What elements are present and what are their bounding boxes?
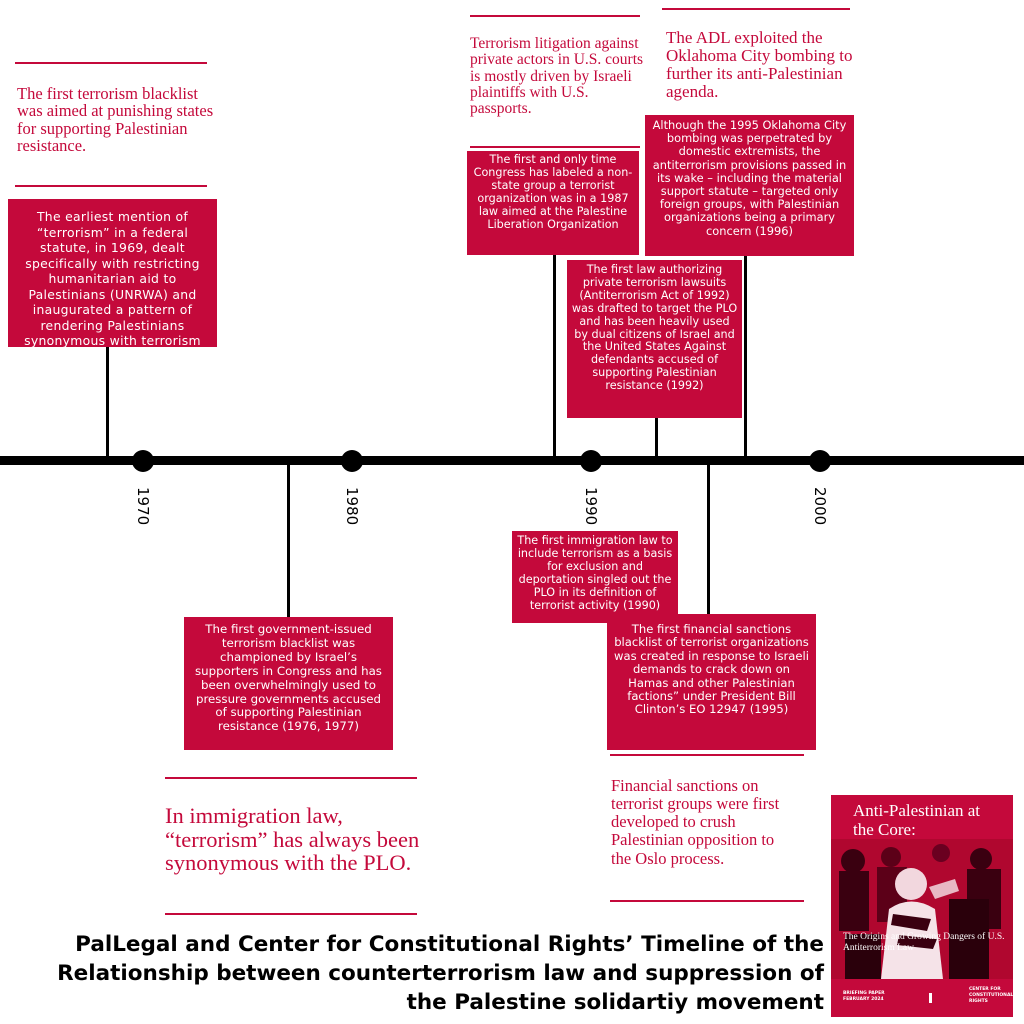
year-label-2000: 2000 bbox=[811, 487, 829, 526]
quote-blacklist: The first terrorism blacklist was aimed at punishing states for supporting Palestinian resistance. bbox=[17, 84, 214, 155]
quote-financial: Financial sanctions on terrorist groups were first developed to crush Palestinian opposition to the Oslo process. bbox=[611, 776, 780, 868]
quote-adl: The ADL exploited the Oklahoma City bombing to further its anti-Palestinian agenda. bbox=[666, 28, 853, 101]
divider-rule bbox=[470, 15, 640, 17]
connector-line-1992 bbox=[655, 417, 658, 458]
event-box-1969: The earliest mention of “terrorism” in a federal statute, in 1969, dealt specifically with restricting humanitarian aid to Palestinians (UNRWA) and inaugurated a pattern of rendering Palestinians synonymous with terrorism bbox=[8, 199, 217, 347]
pallegal-logo bbox=[929, 993, 966, 1003]
year-marker-dot bbox=[580, 450, 602, 472]
briefing-paper-cover bbox=[831, 795, 1013, 1017]
divider-rule bbox=[610, 754, 804, 756]
year-label-1970: 1970 bbox=[134, 487, 152, 526]
divider-rule bbox=[662, 8, 850, 10]
year-label-1980: 1980 bbox=[343, 487, 361, 526]
cover-footer-right: CENTER FOR CONSTITUTIONAL RIGHTS bbox=[969, 987, 1013, 1004]
event-box-1995: The first financial sanctions blacklist of terrorist organizations was created in response to Israeli demands to crack down on Hamas and other Palestinian factions” under President Bill Clinton’s EO 12947 (1995) bbox=[607, 614, 816, 750]
year-label-1990: 1990 bbox=[582, 487, 600, 526]
cover-footer-left: BRIEFING PAPER FEBRUARY 2024 bbox=[843, 991, 885, 1002]
divider-rule bbox=[470, 146, 640, 148]
connector-line-1969 bbox=[106, 346, 109, 458]
event-box-1996: Although the 1995 Oklahoma City bombing was perpetrated by domestic extremists, the antiterrorism provisions passed in its wake – including the material support statute – targeted only foreign groups, with Palestinian organizations being a primary concern (1996) bbox=[645, 115, 854, 256]
connector-line-1996 bbox=[744, 255, 747, 458]
year-marker-dot bbox=[132, 450, 154, 472]
divider-rule bbox=[610, 900, 804, 902]
event-box-1990: The first immigration law to include terrorism as a basis for exclusion and deportation singled out the PLO in its definition of terrorist activity (1990) bbox=[512, 531, 678, 623]
connector-line-1976 bbox=[287, 462, 290, 618]
divider-rule bbox=[15, 62, 207, 64]
event-box-1987: The first and only time Congress has labeled a non-state group a terrorist organization was in a 1987 law aimed at the Palestine Liberation Organization bbox=[467, 151, 639, 255]
event-box-1992: The first law authorizing private terrorism lawsuits (Antiterrorism Act of 1992) was drafted to target the PLO and has been heavily used by dual citizens of Israel and the United States Against defendants accused of supporting Palestinian resistance (1992) bbox=[567, 260, 742, 418]
cover-title: Anti-Palestinian at the Core: bbox=[853, 801, 981, 839]
divider-rule bbox=[15, 185, 207, 187]
year-marker-dot bbox=[341, 450, 363, 472]
divider-rule bbox=[165, 777, 417, 779]
figure-caption: PalLegal and Center for Constitutional Rights’ Timeline of the Relationship between counterterrorism law and suppression of the Palestine solidartiy movement bbox=[57, 932, 824, 1015]
quote-immigration: In immigration law, “terrorism” has always been synonymous with the PLO. bbox=[165, 803, 420, 876]
connector-line-1995 bbox=[707, 462, 710, 616]
divider-rule bbox=[165, 913, 417, 915]
connector-line-1987 bbox=[553, 253, 556, 458]
event-box-1976: The first government-issued terrorism blacklist was championed by Israel’s supporters in Congress and has been overwhelmingly used to pressure governments accused of supporting Palestinian resistance (1976, 1977) bbox=[184, 617, 393, 750]
year-marker-dot bbox=[809, 450, 831, 472]
quote-litigation: Terrorism litigation against private actors in U.S. courts is mostly driven by Israeli plaintiffs with U.S. passports. bbox=[470, 35, 644, 118]
cover-photo bbox=[831, 839, 1013, 979]
cover-subtitle: The Origins and Growing Dangers of U.S. Antiterrorism Law bbox=[843, 932, 1005, 953]
